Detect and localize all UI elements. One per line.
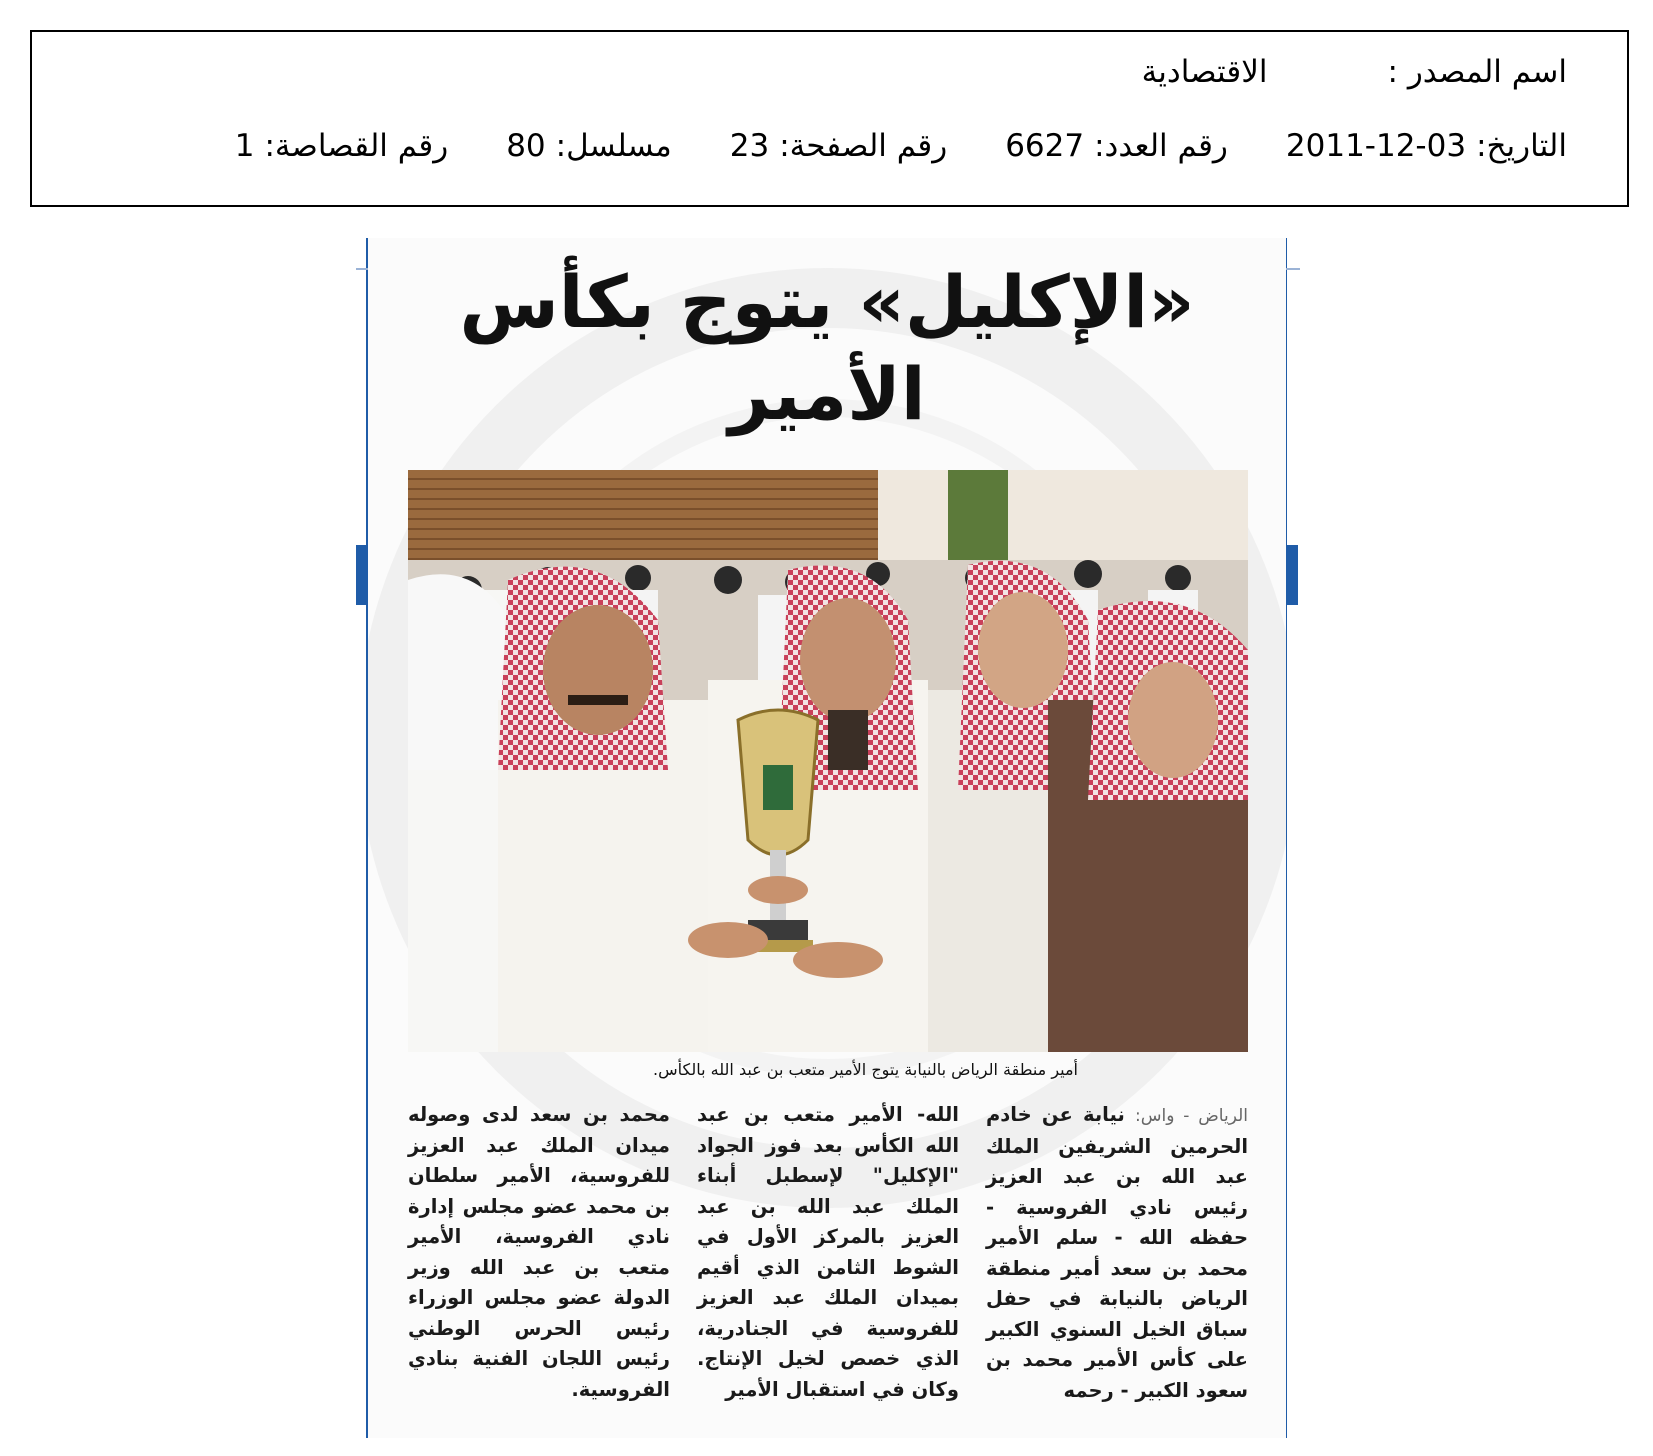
serial-field <box>506 128 672 164</box>
issue-value: 6627 <box>1005 128 1085 164</box>
article-column-2: الله- الأمير متعب بن عبد الله الكأس بعد فوز الجواد "الإكليل" لإسطبل أبناء الملك عبد الله بن عبد العزيز بالمركز الأول في الشوط الثامن الذي أقيم بميدان الملك عبد العزيز للفروسية في الجنادرية، الذي خصص لخيل الإنتاج. وكان في استقبال الأمير <box>697 1103 959 1401</box>
date-field <box>1286 128 1567 164</box>
date-value: 2011-12-03 <box>1285 128 1467 164</box>
serial-label: مسلسل: <box>555 128 672 164</box>
article-column-1-text: نيابة عن خادم الحرمين الشريفين الملك عبد الله بن عبد العزيز رئيس نادي الفروسية - حفظه الله - سلم الأمير محمد بن سعد أمير منطقة الرياض بالنيابة في حفل سباق الخيل السنوي الكبير على كأس الأمير محمد بن سعود الكبير - رحمه <box>986 1103 1248 1402</box>
clipping-metadata-box <box>30 30 1629 207</box>
details-row <box>235 128 1567 164</box>
clip-number-value: 1 <box>234 128 255 164</box>
trophy-presentation-photo-icon <box>408 470 1248 1052</box>
headline-line-1: «الإكليل» يتوج بكأس الأمير <box>459 260 1195 436</box>
source-value: الاقتصادية <box>1141 54 1268 90</box>
article-photo <box>408 470 1248 1052</box>
photo-caption: أمير منطقة الرياض بالنيابة يتوج الأمير متعب بن عبد الله بالكأس. <box>653 1060 1078 1079</box>
source-row <box>1142 54 1567 90</box>
page-value: 23 <box>729 128 770 164</box>
clip-number-field <box>235 128 448 164</box>
serial-value: 80 <box>506 128 546 164</box>
article-body <box>408 1100 1248 1420</box>
article-column-1 <box>986 1100 1248 1420</box>
page-label: رقم الصفحة: <box>779 128 948 164</box>
date-label: التاريخ: <box>1476 128 1567 164</box>
right-rule-tab <box>1284 545 1298 605</box>
article-dateline: الرياض - واس: <box>1135 1106 1248 1126</box>
right-edge-line <box>1286 268 1300 270</box>
clip-number-label: رقم القصاصة: <box>264 128 449 164</box>
newspaper-clipping <box>368 238 1286 1438</box>
issue-field <box>1005 128 1228 164</box>
source-label: اسم المصدر : <box>1387 54 1567 90</box>
issue-label: رقم العدد: <box>1094 128 1228 164</box>
left-edge-line <box>356 268 368 270</box>
article-column-3: محمد بن سعد لدى وصوله ميدان الملك عبد العزيز للفروسية، الأمير سلطان بن محمد عضو مجلس إدارة نادي الفروسية، الأمير متعب بن عبد الله وزير الدولة عضو مجلس الوزراء رئيس الحرس الوطني رئيس اللجان الفنية بنادي الفروسية. <box>408 1103 670 1401</box>
page-field <box>730 128 947 164</box>
